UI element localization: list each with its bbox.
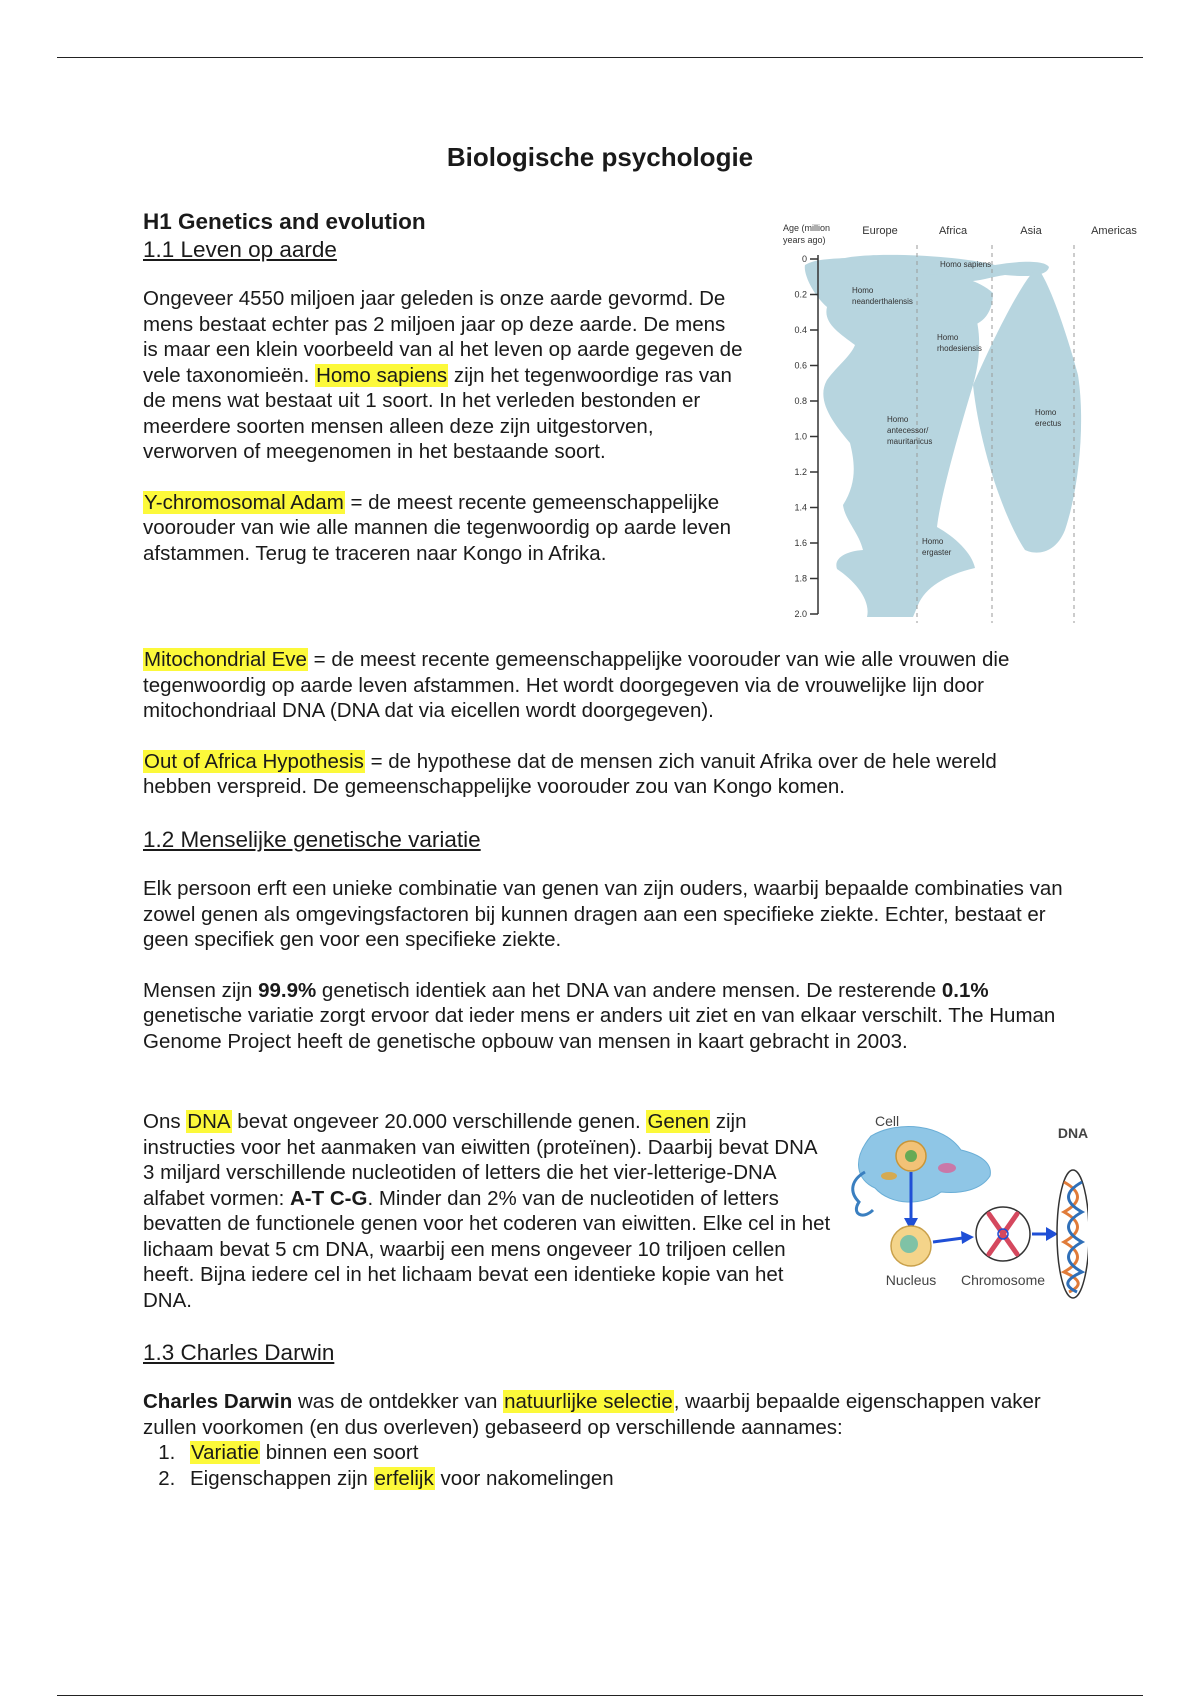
age-tick-label: 0 bbox=[801, 254, 807, 264]
species-label: Homo bbox=[937, 333, 959, 342]
age-tick-label: 1.6 bbox=[794, 538, 807, 548]
label-dna: DNA bbox=[1057, 1125, 1088, 1141]
highlight-y-adam: Y-chromosomal Adam bbox=[144, 490, 344, 514]
age-tick-label: 1.2 bbox=[794, 467, 807, 477]
assumptions-list bbox=[143, 1440, 1083, 1491]
age-tick-label: 0.4 bbox=[794, 325, 807, 335]
species-label: Homo bbox=[852, 286, 874, 295]
species-label: antecessor/ bbox=[887, 426, 929, 435]
paragraph-out-of-africa: Out of Africa Hypothesis = de hypothese dat de mensen zich vanuit Afrika over de hele wereld hebben verspreid. De gemeenschappelijke voorouder zou van Kongo komen. bbox=[143, 749, 997, 798]
species-regions bbox=[805, 255, 1081, 617]
highlight-natural-selection: natuurlijke selectie bbox=[504, 1390, 673, 1413]
section-heading-1-3: 1.3 Charles Darwin bbox=[143, 1340, 335, 1365]
paragraph-inheritance: Elk persoon erft een unieke combinatie van genen van zijn ouders, waarbij bepaalde combinaties van zowel genen als omgevingsfactoren bij kunnen dragen aan een specifieke ziekte. Echter, bestaat er geen specifiek gen voor een specifieke ziekte. bbox=[143, 877, 1063, 951]
species-label: Homo bbox=[922, 537, 944, 546]
paragraph-genetic-identity: Mensen zijn 99.9% genetisch identiek aan het DNA van andere mensen. De resterende 0.1% genetische variatie zorgt ervoor dat ieder mens er anders uit ziet en van elkaar verschilt. The Human Genome Project heeft de genetische opbouw van mensen in kaart gebracht in 2003. bbox=[143, 978, 1056, 1053]
highlight-variatie: Variatie bbox=[191, 1441, 259, 1464]
section-1-3 bbox=[143, 1339, 1083, 1491]
species-label: Homo bbox=[1035, 408, 1057, 417]
age-tick-label: 0.8 bbox=[794, 396, 807, 406]
age-tick-label: 0.6 bbox=[794, 360, 807, 371]
region-label-asia: Asia bbox=[1020, 225, 1042, 237]
species-label-sapiens: Homo sapiens bbox=[940, 260, 992, 269]
section-1-1-cont bbox=[143, 647, 1063, 800]
age-tick-label: 1.0 bbox=[794, 431, 807, 442]
region-label-americas: Americas bbox=[1091, 225, 1137, 237]
list-item: 1. Variatie binnen een soort bbox=[181, 1440, 1083, 1466]
axis-title bbox=[783, 223, 830, 245]
header-rule bbox=[57, 57, 1143, 58]
section-1-1 bbox=[143, 208, 743, 566]
label-chromosome: Chromosome bbox=[960, 1272, 1046, 1288]
human-evolution-figure bbox=[775, 215, 1145, 627]
species-label: ergaster bbox=[922, 548, 952, 557]
organelle-icon bbox=[881, 1172, 897, 1180]
axis-title-line: years ago) bbox=[783, 235, 826, 245]
nucleus bbox=[891, 1226, 931, 1266]
highlight-dna: DNA bbox=[187, 1110, 231, 1133]
arrowhead-icon bbox=[1046, 1227, 1058, 1241]
section-heading-1-1: 1.1 Leven op aarde bbox=[143, 237, 337, 262]
region-label-africa: Africa bbox=[938, 225, 968, 237]
organelle-icon bbox=[938, 1163, 956, 1173]
axis-title-line: Age (million bbox=[783, 223, 831, 233]
arrow-nucleus-to-chromosome-icon bbox=[933, 1238, 963, 1242]
paragraph-life-on-earth: Ongeveer 4550 miljoen jaar geleden is onze aarde gevormd. De mens bestaat echter pas 2 miljoen jaar op deze aarde. De mens is maar een klein voorbeeld van al het leven op aarde gegeven de vele taxonomieën. Homo sapiens zijn het tegenwoordige ras van de mens wat bestaat uit 1 soort. In het verleden bestonden er meerdere soorten mensen alleen deze zijn uitgestorven, verworven of meegenomen in het bestaande soort. bbox=[143, 287, 743, 463]
region-label-europe: Europe bbox=[862, 225, 898, 237]
dna-diagram bbox=[843, 1110, 1088, 1300]
arrowhead-icon bbox=[961, 1231, 974, 1244]
section-heading-1-2: 1.2 Menselijke genetische variatie bbox=[143, 827, 481, 852]
species-label: Homo bbox=[887, 415, 909, 424]
section-1-2-dna bbox=[143, 1109, 833, 1313]
nucleolus-icon bbox=[900, 1235, 918, 1253]
highlight-out-of-africa: Out of Africa Hypothesis bbox=[144, 749, 364, 773]
cell-nucleolus-icon bbox=[905, 1150, 917, 1162]
age-tick-label: 1.8 bbox=[794, 573, 807, 584]
species-label: erectus bbox=[1035, 419, 1062, 428]
cell-body-icon bbox=[859, 1127, 991, 1203]
page-title: Biologische psychologie bbox=[446, 142, 754, 172]
footer-rule bbox=[57, 1695, 1143, 1696]
age-tick-label: 2.0 bbox=[794, 609, 807, 619]
age-tick-label: 1.4 bbox=[794, 502, 807, 513]
chapter-heading: H1 Genetics and evolution bbox=[143, 209, 426, 234]
paragraph-mito-eve: Mitochondrial Eve = de meest recente gemeenschappelijke voorouder van wie alle vrouwen die tegenwoordig op aarde leven afstammen. Het wordt doorgegeven via de vrouwelijke lijn door mitochondriaal DNA (DNA dat via eicellen wordt doorgegeven). bbox=[143, 648, 1010, 722]
list-item: 2. Eigenschappen zijn erfelijk voor nakomelingen bbox=[181, 1466, 1083, 1492]
highlight-mito-eve: Mitochondrial Eve bbox=[144, 648, 307, 671]
species-label: neanderthalensis bbox=[852, 297, 913, 306]
dna-helix bbox=[1057, 1170, 1088, 1298]
section-1-2 bbox=[143, 826, 1063, 1054]
species-label: rhodesiensis bbox=[937, 344, 982, 353]
species-label: mauritanicus bbox=[887, 437, 933, 446]
highlight-genen: Genen bbox=[647, 1110, 710, 1133]
age-axis bbox=[794, 254, 818, 619]
cell bbox=[853, 1127, 991, 1216]
chromosome bbox=[976, 1207, 1030, 1261]
paragraph-darwin: Charles Darwin was de ontdekker van natuurlijke selectie, waarbij bepaalde eigenschappen vaker zullen voorkomen (en dus overleven) gebaseerd op verschillende aannames: bbox=[143, 1390, 1041, 1439]
label-nucleus: Nucleus bbox=[885, 1272, 937, 1288]
label-cell: Cell bbox=[875, 1113, 900, 1129]
highlight-erfelijk: erfelijk bbox=[374, 1466, 434, 1490]
highlight-homo-sapiens: Homo sapiens bbox=[316, 363, 448, 387]
paragraph-dna: Ons DNA bevat ongeveer 20.000 verschillende genen. Genen zijn instructies voor het aanmaken van eiwitten (proteïnen). Daarbij bevat DNA 3 miljard verschillende nucleotiden of letters die het vier-letterige-DNA alfabet vormen: A-T C-G. Minder dan 2% van de nucleotiden of letters bevatten de functionele genen voor het coderen van eiwitten. Elke cel in het lichaam bevat 5 cm DNA, waarbij een mens ongeveer 10 triljoen cellen heeft. Bijna iedere cel in het lichaam bevat een identieke kopie van het DNA. bbox=[143, 1110, 831, 1312]
age-tick-label: 0.2 bbox=[794, 289, 807, 300]
region-labels bbox=[862, 225, 1137, 237]
paragraph-y-adam: Y-chromosomal Adam = de meest recente gemeenschappelijke voorouder van wie alle mannen die tegenwoordig op aarde leven afstammen. Terug te traceren naar Kongo in Afrika. bbox=[143, 490, 732, 565]
